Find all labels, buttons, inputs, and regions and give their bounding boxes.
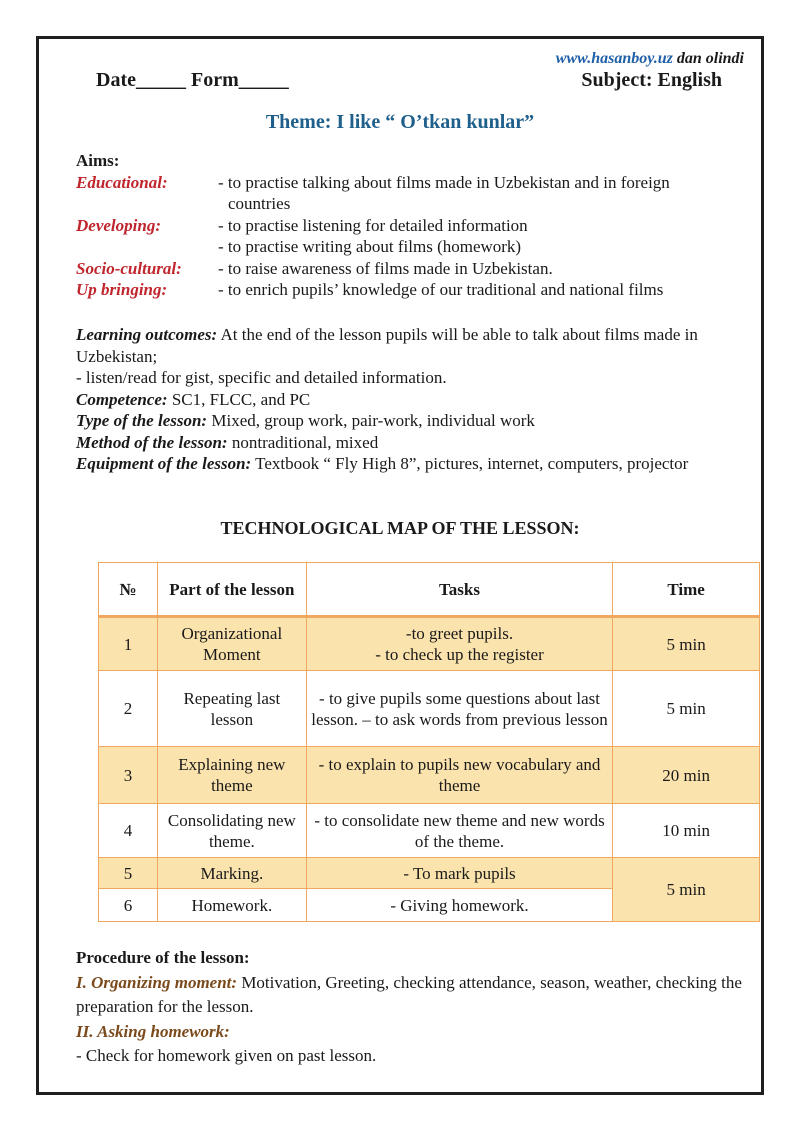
aim-text [218,172,744,215]
table-row [99,858,760,889]
competence-text: SC1, FLCC, and PC [167,389,311,409]
lesson-type [76,410,744,432]
procedure-step-2-label: II. Asking homework: [76,1021,230,1041]
cell-part: Explaining new theme [157,747,306,804]
aim-row-upbringing [76,279,744,301]
subject: Subject: English [581,69,722,91]
cell-time: 5 min [613,858,760,922]
cell-part: Repeating last lesson [157,671,306,747]
aim-label: Up bringing: [76,280,168,299]
header-number: № [99,563,158,617]
cell-tasks: - to give pupils some questions about last lesson. – to ask words from previous lesson [306,671,612,747]
aim-row-socio-cultural [76,258,744,280]
procedure-step-1-label: I. Organizing moment: [76,972,238,992]
source-suffix: dan olindi [672,50,744,67]
date-form: Date_____ Form_____ [96,69,289,91]
procedure-step-2-text: - Check for homework given on past lesson. [76,1046,377,1065]
source-site-link[interactable]: www.hasanboy.uz [555,50,673,67]
cell-time: 10 min [613,804,760,858]
header-time: Time [613,563,760,617]
table-header-row [99,563,760,617]
aim-line: - to raise awareness of films made in Uzbekistan. [218,258,553,278]
cell-part: Organizational Moment [157,617,306,671]
cell-tasks: - to explain to pupils new vocabulary and theme [306,747,612,804]
aims-section [76,150,744,301]
cell-number: 2 [99,671,158,747]
procedure-section [76,946,744,1069]
learning-outcomes-text: At the end of the lesson pupils will be able to talk about films made in Uzbekistan; [76,325,698,366]
aim-line: countries [228,194,291,213]
cell-number: 1 [99,617,158,671]
lesson-equipment [76,453,744,475]
aim-text [218,215,744,258]
table-row [99,804,760,858]
cell-tasks: - Giving homework. [306,889,612,922]
cell-tasks: -to greet pupils. - to check up the register [306,617,612,671]
cell-number: 5 [99,858,158,889]
cell-time: 5 min [613,617,760,671]
aim-label: Socio-cultural: [76,258,182,278]
cell-number: 4 [99,804,158,858]
learning-outcomes [76,324,744,367]
lesson-type-label: Type of the lesson: [76,411,208,430]
cell-tasks: - To mark pupils [306,858,612,889]
aim-row-educational [76,172,744,215]
aims-title: Aims: [76,151,120,170]
aim-line: - to enrich pupils’ knowledge of our traditional and national films [218,280,664,299]
cell-number: 3 [99,747,158,804]
learning-outcomes-label: Learning outcomes: [76,325,218,344]
aim-text [218,279,744,301]
cell-part: Marking. [157,858,306,889]
procedure-step-1 [76,971,744,1020]
aim-label: Developing: [76,215,161,235]
outcomes-section [76,324,744,475]
lesson-method-label: Method of the lesson: [76,432,228,452]
lesson-theme: Theme: I like “ O’tkan kunlar” [265,111,535,133]
cell-part: Consolidating new theme. [157,804,306,858]
aim-line: - to practise writing about films (homework) [218,237,522,256]
learning-outcomes-extra: - listen/read for gist, specific and detailed information. [76,368,447,387]
cell-time: 5 min [613,671,760,747]
aim-line: - to practise listening for detailed information [218,215,528,235]
header-tasks: Tasks [306,563,612,617]
table-row [99,617,760,671]
aim-row-developing [76,215,744,258]
lesson-equipment-text: Textbook “ Fly High 8”, pictures, internet, computers, projector [251,454,689,473]
cell-tasks: - to consolidate new theme and new words of the theme. [306,804,612,858]
map-title: TECHNOLOGICAL MAP OF THE LESSON: [220,518,580,538]
procedure-title: Procedure of the lesson: [76,948,250,967]
table-row [99,747,760,804]
aim-line: - to practise talking about films made in Uzbekistan and in foreign [218,172,670,192]
cell-number: 6 [99,889,158,922]
lesson-method [76,432,744,454]
cell-part: Homework. [157,889,306,922]
cell-time: 20 min [613,747,760,804]
table-row [99,671,760,747]
technological-map-table [98,562,760,922]
procedure-step-1-text: Motivation, Greeting, checking attendance, season, weather, checking the preparation for the lesson. [76,972,742,1016]
lesson-type-text: Mixed, group work, pair-work, individual work [207,411,535,430]
source-note [556,50,744,68]
aim-label: Educational: [76,172,168,192]
lesson-equipment-label: Equipment of the lesson: [76,454,252,473]
header-part: Part of the lesson [157,563,306,617]
lesson-method-text: nontraditional, mixed [227,432,379,452]
competence [76,389,744,411]
aim-text [218,258,744,280]
competence-label: Competence: [76,389,168,409]
